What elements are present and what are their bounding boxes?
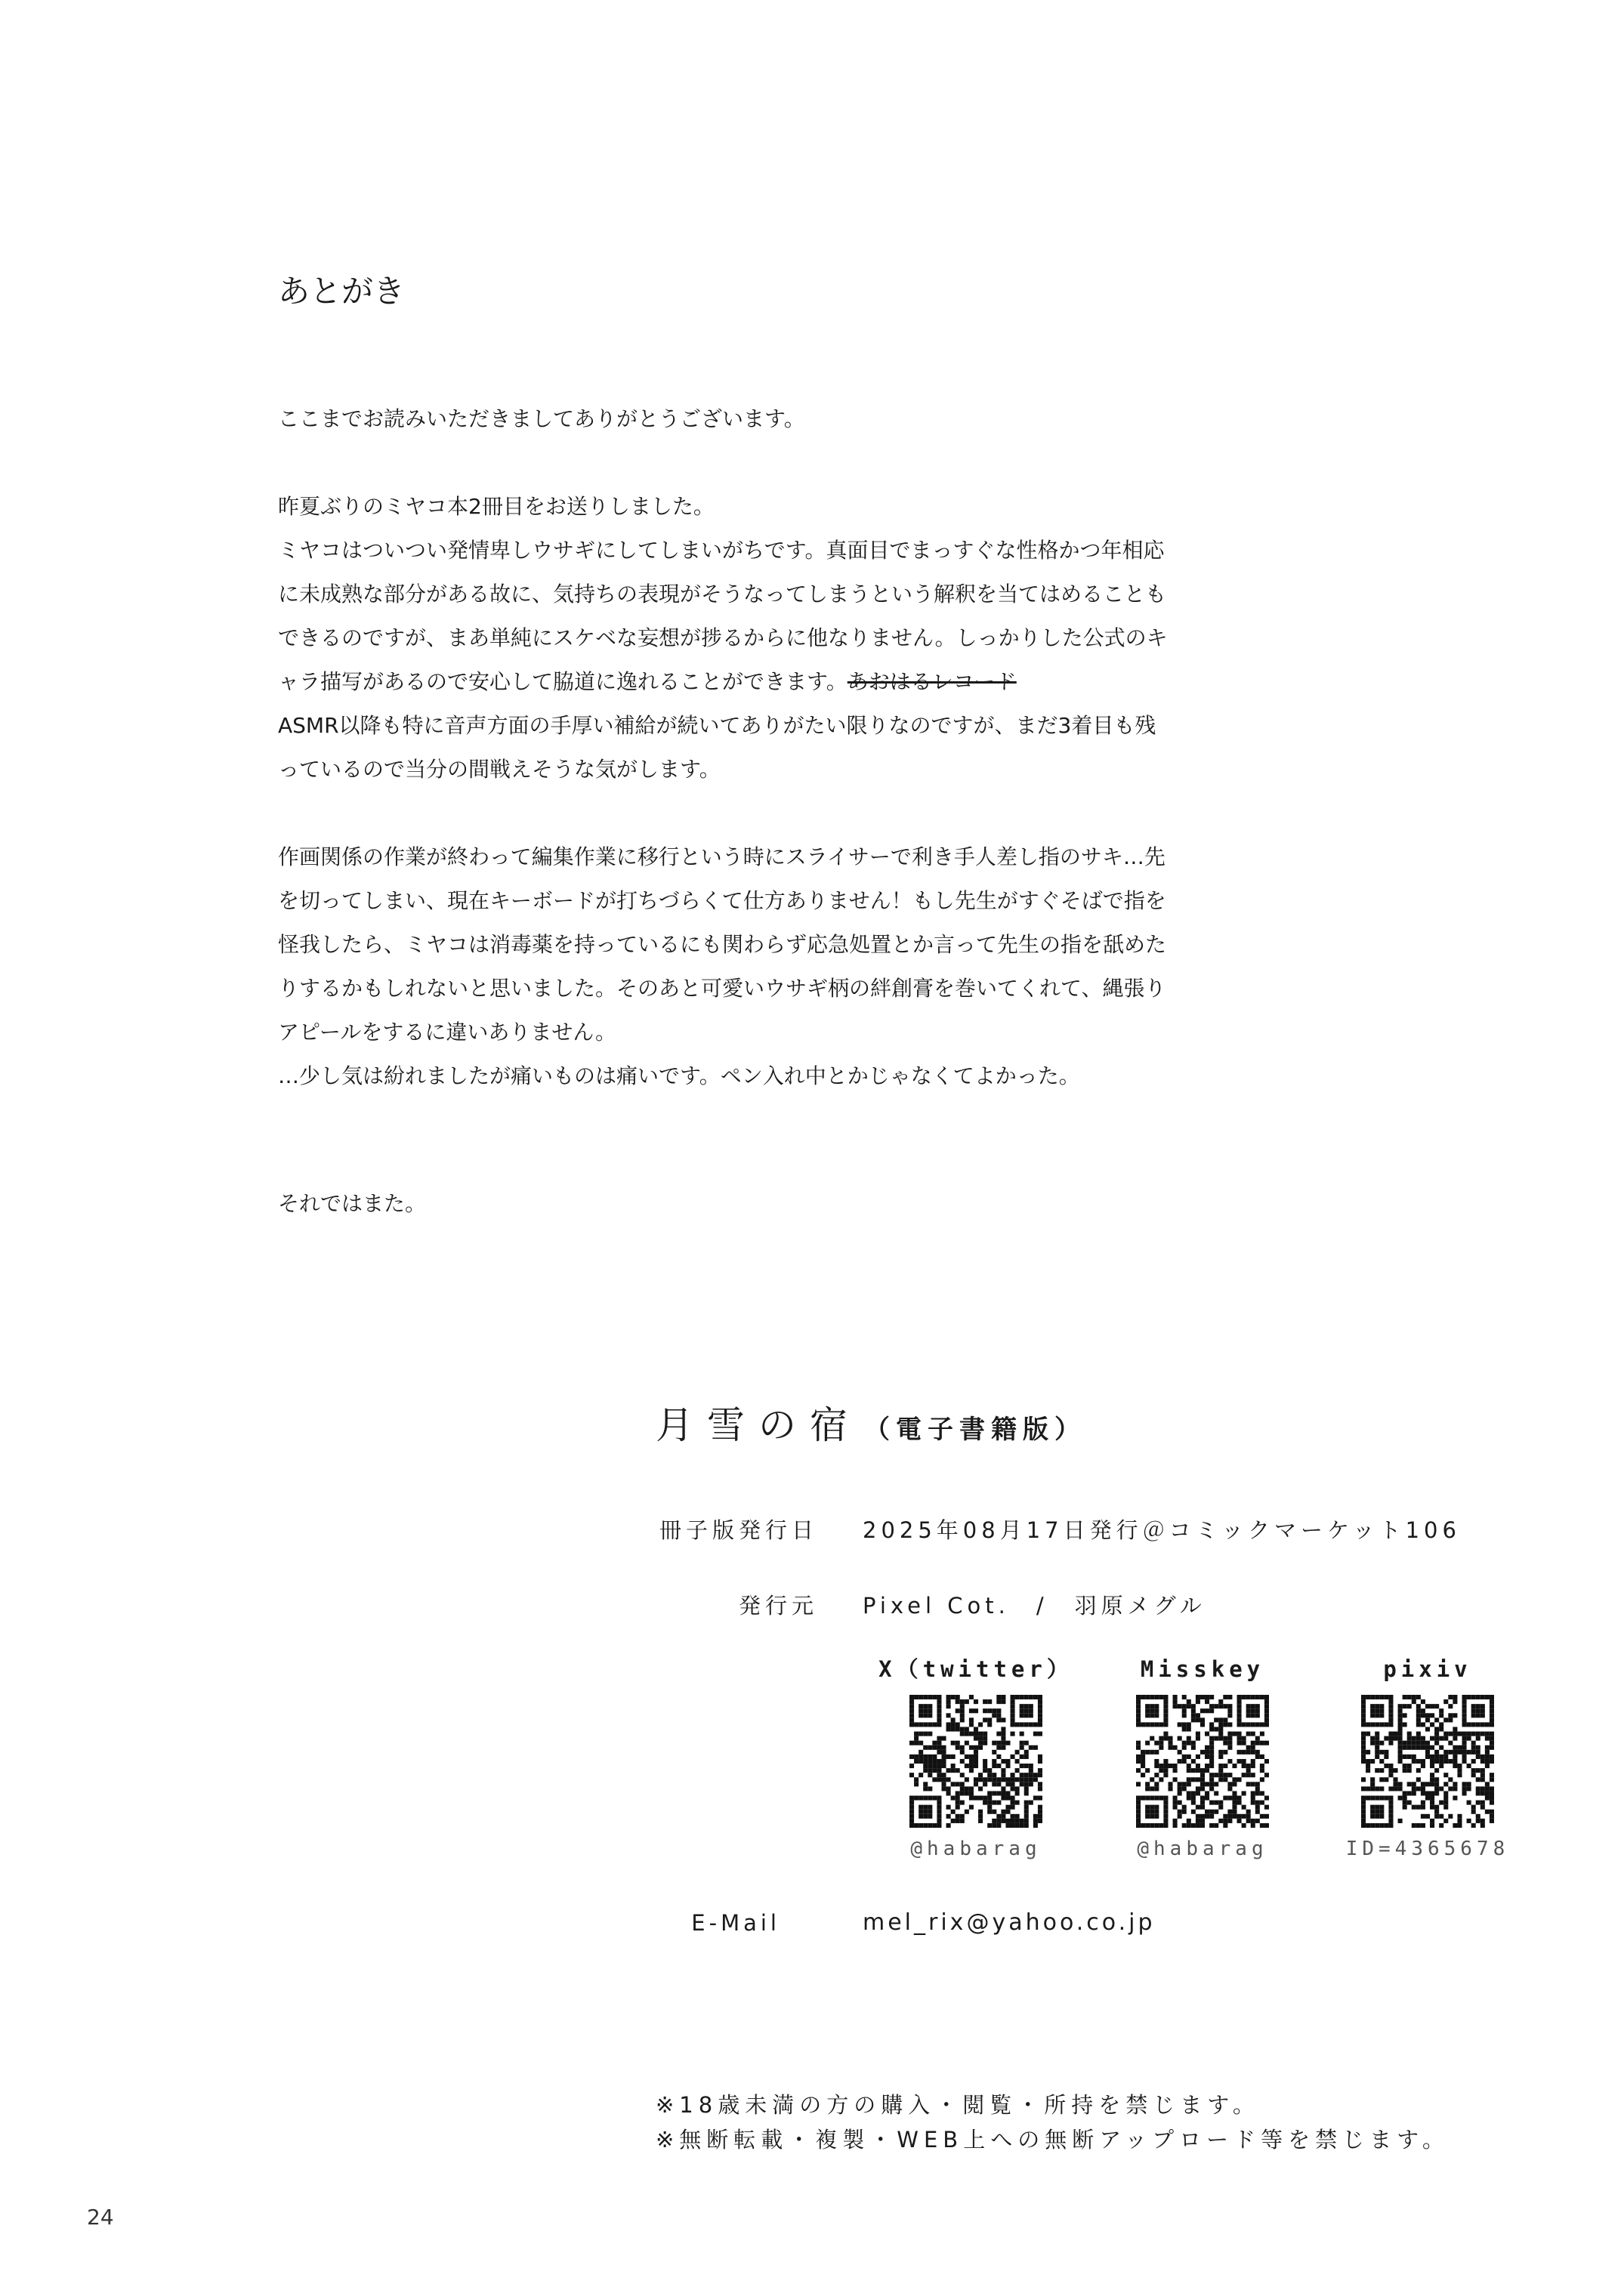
qr-code-icon[interactable] xyxy=(1361,1695,1494,1828)
sns-handle: @habarag xyxy=(910,1838,1042,1860)
page-number: 24 xyxy=(87,2205,114,2230)
afterword-line-text: ャラ描写があるので安心して脇道に逸れることができます。 xyxy=(278,669,848,694)
afterword-line: を切ってしまい、現在キーボードが打ちづらくて仕方ありません！もし先生がすぐそばで指を xyxy=(278,888,1166,913)
sns-x xyxy=(870,1653,1082,1864)
strikethrough-text: あおはるレコード xyxy=(847,669,1017,694)
notice-line: ※18歳未満の方の購入・閲覧・所持を禁じます。 xyxy=(656,2092,1260,2118)
sns-misskey xyxy=(1097,1653,1308,1864)
afterword-line: 昨夏ぶりのミヤコ本2冊目をお送りしました。 xyxy=(278,494,715,519)
publisher-label: 発行元 xyxy=(738,1593,818,1619)
sns-name: Misskey xyxy=(1140,1656,1265,1682)
afterword-line: 作画関係の作業が終わって編集作業に移行という時にスライサーで利き手人差し指のサキ…先 xyxy=(278,844,1166,869)
afterword-line: ミヤコはついつい発情卑しウサギにしてしまいがちです。真面目でまっすぐな性格かつ年相応 xyxy=(278,538,1165,563)
email-value[interactable]: mel_rix@yahoo.co.jp xyxy=(863,1909,1156,1936)
email-label: E-Mail xyxy=(691,1910,780,1936)
book-title-subtitle: （電子書籍版） xyxy=(864,1415,1086,1445)
sns-pixiv xyxy=(1322,1653,1533,1864)
afterword-paragraph xyxy=(278,835,1275,1098)
legal-notice xyxy=(656,2088,1450,2157)
afterword-line: 怪我したら、ミヤコは消毒薬を持っているにも関わらず応急処置とか言って先生の指を舐めた xyxy=(278,932,1167,957)
afterword-body xyxy=(278,397,1275,1142)
sns-handle: @habarag xyxy=(1137,1838,1268,1860)
publisher-value: Pixel Cot. / 羽原メグル xyxy=(863,1593,1206,1619)
afterword-line: ASMR以降も特に音声方面の手厚い補給が続いてありがたい限りなのですが、まだ3着目も残 xyxy=(278,713,1156,738)
afterword-line: …少し気は紛れましたが痛いものは痛いです。ペン入れ中とかじゃなくてよかった。 xyxy=(278,1063,1080,1088)
closing-line: それではまた。 xyxy=(278,1191,427,1216)
afterword-line-with-strike xyxy=(278,660,1275,704)
afterword-line: アピールをするに違いありません。 xyxy=(278,1020,617,1045)
sns-name: pixiv xyxy=(1383,1656,1472,1682)
book-title-main: 月雪の宿 xyxy=(656,1403,861,1447)
afterword-paragraph xyxy=(278,397,1275,441)
qr-code-icon[interactable] xyxy=(909,1695,1042,1828)
book-title xyxy=(656,1399,1086,1456)
notice-line: ※無断転載・複製・WEB上への無断アップロード等を禁じます。 xyxy=(656,2127,1450,2153)
pubdate-value: 2025年08月17日発行＠コミックマーケット106 xyxy=(863,1517,1461,1543)
afterword-line: っているので当分の間戦えそうな気がします。 xyxy=(278,757,721,782)
pubdate-label: 冊子版発行日 xyxy=(659,1517,818,1543)
afterword-paragraph xyxy=(278,485,1275,792)
afterword-line: りするかもしれないと思いました。そのあと可愛いウサギ柄の絆創膏を巻いてくれて、縄張り xyxy=(278,976,1166,1001)
afterword-line: に未成熟な部分がある故に、気持ちの表現がそうなってしまうという解釈を当てはめることも xyxy=(278,582,1167,606)
afterword-line: できるのですが、まあ単純にスケベな妄想が捗るからに他なりません。しっかりした公式のキ xyxy=(278,625,1168,650)
afterword-line: ここまでお読みいただきましてありがとうございます。 xyxy=(278,406,805,431)
afterword-title: あとがき xyxy=(278,273,406,310)
sns-handle: ID=4365678 xyxy=(1345,1838,1510,1860)
qr-code-icon[interactable] xyxy=(1136,1695,1269,1828)
sns-name: X（twitter） xyxy=(878,1656,1073,1682)
